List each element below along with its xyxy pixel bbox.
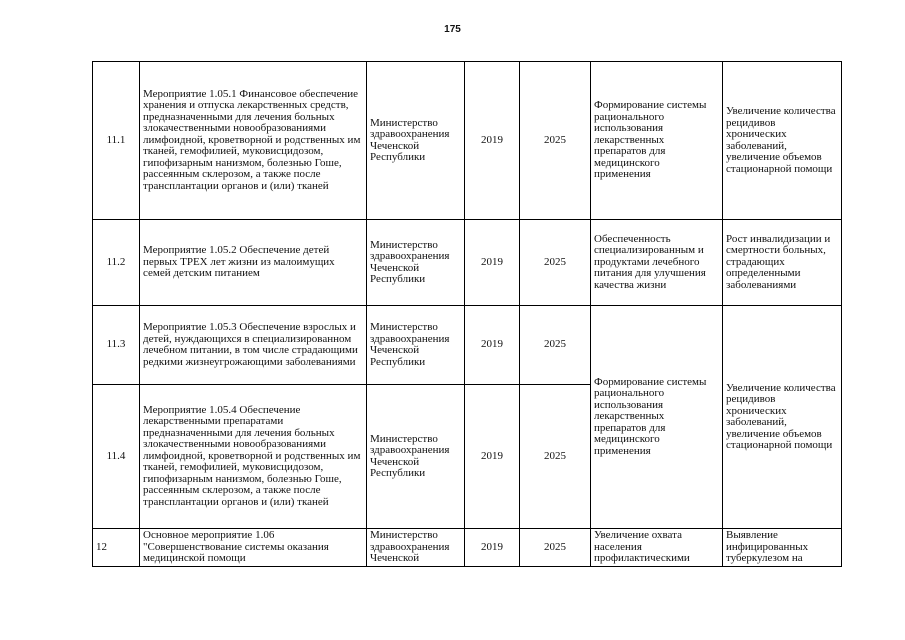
expected-result: Увеличение охвата населения профилактическими <box>591 529 723 567</box>
event-text: Мероприятие 1.05.1 Финансовое обеспечение хранения и отпуска лекарственных средств, предназначенными для лечения больных злокачественными новообразованиями лимфоидной, кроветворной и родственных им тканей, гемофилией, муковисцидозом, гипофизарным нанизмом, болезнью Гоше, рассеянным склерозом, а также после трансплантации органов и (или) тканей <box>143 88 361 192</box>
start-year: 2019 <box>465 62 520 220</box>
end-year: 2025 <box>520 306 591 385</box>
event-description <box>140 385 367 529</box>
end-year: 2025 <box>520 220 591 306</box>
table-row <box>93 306 842 385</box>
consequence: Увеличение количества рецидивов хронических заболеваний, увеличение объемов стационарной помощи <box>723 62 842 220</box>
executor: Министерство здравоохранения Чеченской <box>367 529 465 567</box>
end-year: 2025 <box>520 385 591 529</box>
event-description: Мероприятие 1.05.2 Обеспечение детей первых ТРЕХ лет жизни из малоимущих семей детским питанием <box>140 220 367 306</box>
start-year: 2019 <box>465 220 520 306</box>
activities-table <box>92 61 842 567</box>
row-number: 11.1 <box>93 62 140 220</box>
row-number: 11.4 <box>93 385 140 529</box>
consequence: Увеличение количества рецидивов хронических заболеваний, увеличение объемов стационарной помощи <box>723 306 842 529</box>
executor: Министерство здравоохранения Чеченской Республики <box>367 385 465 529</box>
end-year: 2025 <box>520 529 591 567</box>
start-year: 2019 <box>465 529 520 567</box>
page-number: 175 <box>444 24 461 35</box>
consequence: Выявление инфицированных туберкулезом на <box>723 529 842 567</box>
table-row <box>93 529 842 567</box>
row-number: 12 <box>93 529 140 567</box>
event-description <box>140 62 367 220</box>
table-row <box>93 62 842 220</box>
event-text: Мероприятие 1.05.4 Обеспечение лекарственными препаратами предназначенными для лечения больных злокачественными новообразованиями лимфоидной, кроветворной и родственных им тканей, гемофилией, муковисцидозом, гипофизарным нанизмом, болезнью Гоше, рассеянным склерозом, а также после трансплантации органов и (или) тканей <box>143 404 361 508</box>
event-description: Мероприятие 1.05.3 Обеспечение взрослых и детей, нуждающихся в специализированном лечебном питании, в том числе страдающими редкими жизнеугрожающими заболеваниями <box>140 306 367 385</box>
executor: Министерство здравоохранения Чеченской Республики <box>367 62 465 220</box>
table-row <box>93 220 842 306</box>
row-number: 11.3 <box>93 306 140 385</box>
expected-result: Обеспеченность специализированным и продуктами лечебного питания для улучшения качества жизни <box>591 220 723 306</box>
expected-result: Формирование системы рационального использования лекарственных препаратов для медицинского применения <box>591 62 723 220</box>
event-description: Основное мероприятие 1.06 "Совершенствование системы оказания медицинской помощи <box>140 529 367 567</box>
expected-result: Формирование системы рационального использования лекарственных препаратов для медицинского применения <box>591 306 723 529</box>
end-year: 2025 <box>520 62 591 220</box>
executor: Министерство здравоохранения Чеченской Республики <box>367 220 465 306</box>
consequence: Рост инвалидизации и смертности больных, страдающих определенными заболеваниями <box>723 220 842 306</box>
start-year: 2019 <box>465 385 520 529</box>
executor: Министерство здравоохранения Чеченской Республики <box>367 306 465 385</box>
start-year: 2019 <box>465 306 520 385</box>
row-number: 11.2 <box>93 220 140 306</box>
